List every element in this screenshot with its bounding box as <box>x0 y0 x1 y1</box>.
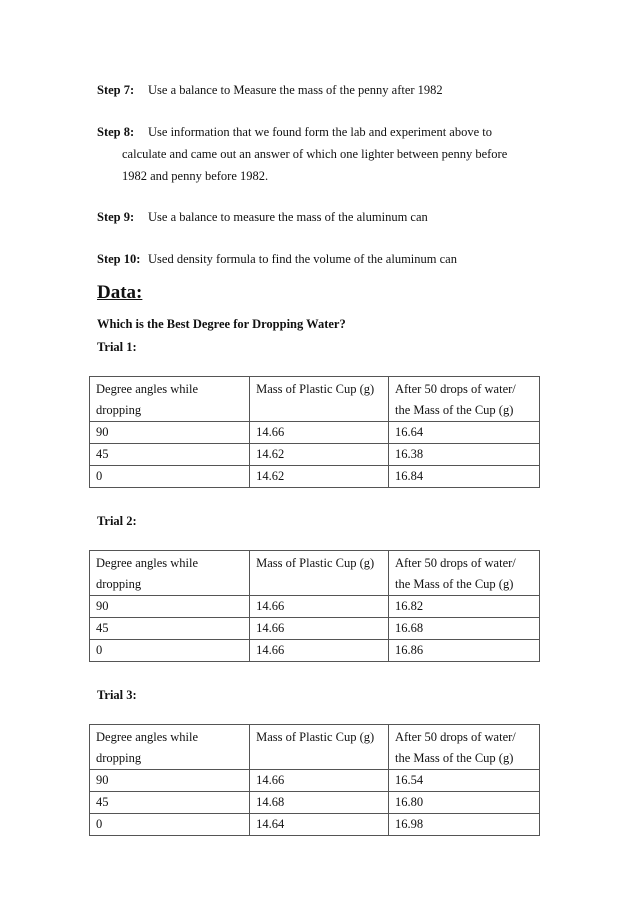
cell-after: 16.86 <box>388 640 539 662</box>
trial-2-label: Trial 2: <box>97 514 137 528</box>
data-heading: Data: <box>97 282 143 303</box>
table-row <box>90 618 540 640</box>
step-number: Step 8: <box>97 125 135 139</box>
cell-mass: 14.66 <box>250 640 389 662</box>
cell-degree: 45 <box>90 444 250 466</box>
cell-after: 16.80 <box>388 792 539 814</box>
table-row <box>90 596 540 618</box>
header-after-drops: After 50 drops of water/ the Mass of the Cup (g) <box>388 377 539 422</box>
step-text: Use a balance to Measure the mass of the penny after 1982 <box>148 83 443 97</box>
header-degree: Degree angles while dropping <box>90 377 250 422</box>
step-10 <box>97 248 457 270</box>
table-row <box>90 466 540 488</box>
trial-2-table <box>89 550 540 662</box>
cell-degree: 90 <box>90 596 250 618</box>
step-text: Use a balance to measure the mass of the aluminum can <box>148 210 428 224</box>
cell-after: 16.84 <box>388 466 539 488</box>
cell-mass: 14.62 <box>250 466 389 488</box>
header-degree: Degree angles while dropping <box>90 551 250 596</box>
header-mass: Mass of Plastic Cup (g) <box>250 725 389 770</box>
step-text: Used density formula to find the volume of the aluminum can <box>148 252 457 266</box>
table-row <box>90 444 540 466</box>
question-label: Which is the Best Degree for Dropping Water? <box>97 317 346 331</box>
table-row <box>90 770 540 792</box>
header-mass: Mass of Plastic Cup (g) <box>250 551 389 596</box>
cell-mass: 14.66 <box>250 596 389 618</box>
step-number: Step 7: <box>97 83 135 97</box>
cell-degree: 0 <box>90 814 250 836</box>
step-text: Use information that we found form the lab and experiment above to <box>148 125 492 139</box>
trial-3-table <box>89 724 540 836</box>
cell-mass: 14.68 <box>250 792 389 814</box>
step-7 <box>97 79 443 101</box>
table-row <box>90 814 540 836</box>
cell-after: 16.68 <box>388 618 539 640</box>
trial-3-label: Trial 3: <box>97 688 137 702</box>
table-row <box>90 422 540 444</box>
cell-mass: 14.64 <box>250 814 389 836</box>
table-header-row <box>90 725 540 770</box>
table-row <box>90 792 540 814</box>
header-after-drops: After 50 drops of water/ the Mass of the Cup (g) <box>388 725 539 770</box>
cell-after: 16.38 <box>388 444 539 466</box>
header-after-drops: After 50 drops of water/ the Mass of the Cup (g) <box>388 551 539 596</box>
cell-degree: 0 <box>90 640 250 662</box>
cell-degree: 45 <box>90 792 250 814</box>
cell-after: 16.54 <box>388 770 539 792</box>
cell-degree: 90 <box>90 422 250 444</box>
table-row <box>90 640 540 662</box>
step-number: Step 9: <box>97 210 135 224</box>
cell-mass: 14.66 <box>250 618 389 640</box>
cell-after: 16.82 <box>388 596 539 618</box>
cell-degree: 90 <box>90 770 250 792</box>
step-8-line-2: calculate and came out an answer of which one lighter between penny before <box>122 147 508 161</box>
cell-after: 16.98 <box>388 814 539 836</box>
step-8 <box>97 121 492 143</box>
cell-degree: 45 <box>90 618 250 640</box>
header-degree: Degree angles while dropping <box>90 725 250 770</box>
step-9 <box>97 206 428 228</box>
cell-mass: 14.62 <box>250 444 389 466</box>
cell-mass: 14.66 <box>250 422 389 444</box>
table-header-row <box>90 551 540 596</box>
step-8-line-3: 1982 and penny before 1982. <box>122 169 269 183</box>
cell-after: 16.64 <box>388 422 539 444</box>
cell-degree: 0 <box>90 466 250 488</box>
trial-1-label: Trial 1: <box>97 340 137 354</box>
table-header-row <box>90 377 540 422</box>
step-number: Step 10: <box>97 252 141 266</box>
header-mass: Mass of Plastic Cup (g) <box>250 377 389 422</box>
trial-1-table <box>89 376 540 488</box>
cell-mass: 14.66 <box>250 770 389 792</box>
